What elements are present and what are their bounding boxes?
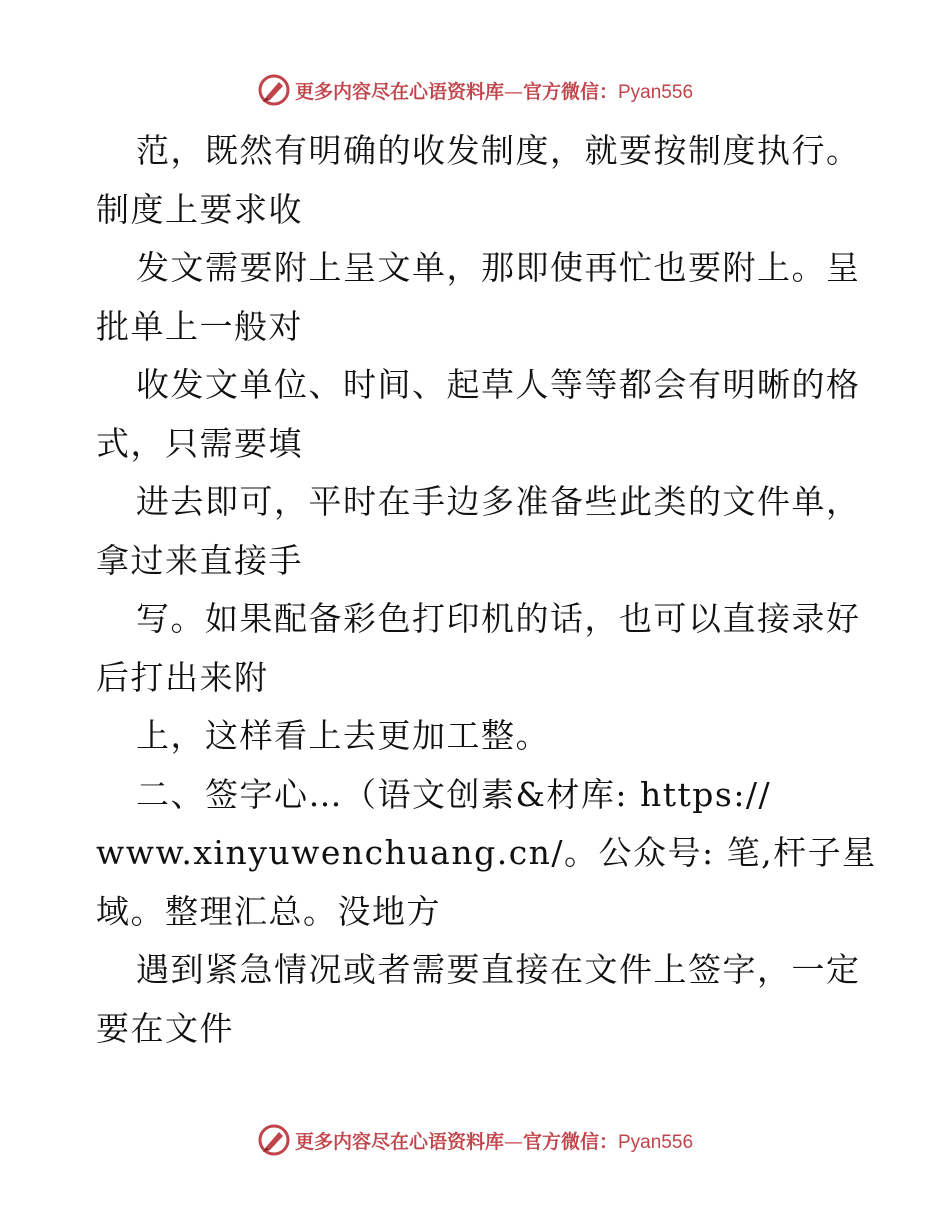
footer-site-text: 更多内容尽在心语资料库 — [294, 1130, 504, 1153]
footer-wechat-id: Pyan556 — [618, 1131, 694, 1153]
body-line: 制度上要求收 — [96, 189, 303, 229]
body-line: 拿过来直接手 — [96, 540, 303, 580]
pen-logo-icon — [257, 1123, 291, 1157]
body-line: 二、签字心…（语文创素&材库: https:// — [136, 774, 772, 814]
footer-separator: — — [503, 1130, 523, 1153]
header-wechat-label: 官方微信： — [522, 80, 618, 103]
body-line: 进去即可，平时在手边多准备些此类的文件单， — [136, 482, 861, 521]
header-site-text: 更多内容尽在心语资料库 — [294, 80, 504, 103]
footer-banner-text — [295, 1127, 693, 1154]
footer-banner — [0, 1120, 950, 1160]
header-banner-text — [295, 77, 693, 104]
body-line: 上，这样看上去更加工整。 — [136, 716, 550, 755]
body-line: 遇到紧急情况或者需要直接在文件上签字，一定 — [136, 950, 861, 989]
body-line: 式，只需要填 — [96, 423, 303, 463]
body-line: 范，既然有明确的收发制度，就要按制度执行。 — [136, 131, 861, 170]
body-line: 批单上一般对 — [96, 306, 303, 346]
body-line: 收发文单位、时间、起草人等等都会有明晰的格 — [136, 365, 861, 404]
footer-wechat-label: 官方微信： — [522, 1130, 618, 1153]
body-line: 域。整理汇总。没地方 — [96, 891, 441, 931]
body-line: 写。如果配备彩色打印机的话，也可以直接录好 — [136, 599, 861, 638]
body-line: www.xinyuwenchuang.cn/。公众号: 笔,杆子星 — [96, 833, 877, 872]
body-line: 发文需要附上呈文单，那即使再忙也要附上。呈 — [136, 248, 861, 287]
pen-logo-icon — [257, 73, 291, 107]
body-line: 后打出来附 — [96, 657, 269, 697]
document-body — [96, 122, 877, 1058]
body-line: 要在文件 — [96, 1008, 234, 1048]
header-wechat-id: Pyan556 — [618, 81, 694, 103]
header-banner — [0, 70, 950, 110]
header-separator: — — [503, 80, 523, 103]
